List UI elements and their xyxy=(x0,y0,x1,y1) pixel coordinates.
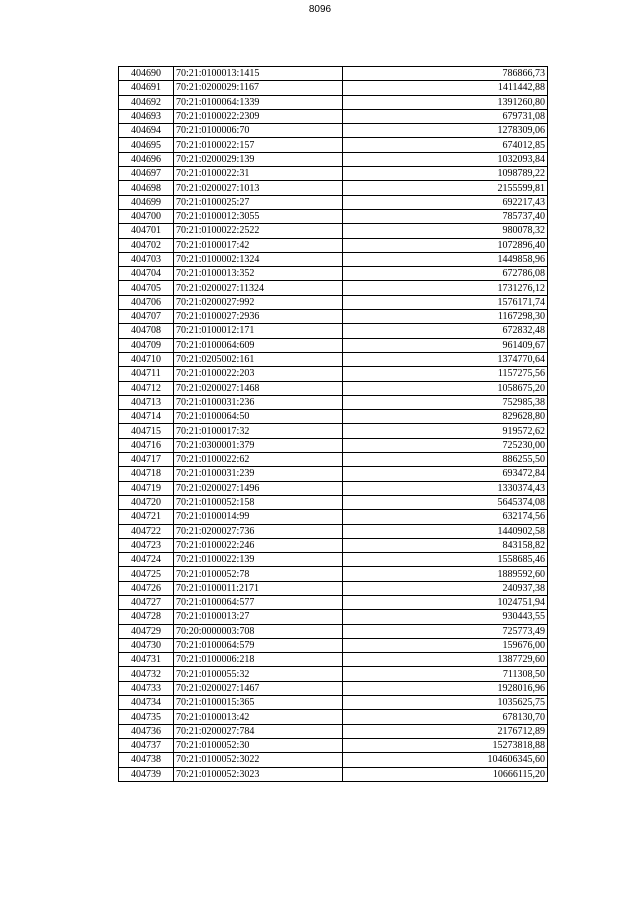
value-cell: 240937,38 xyxy=(343,581,548,595)
cadastral-number-cell: 70:21:0100014:99 xyxy=(174,510,343,524)
value-cell: 886255,50 xyxy=(343,453,548,467)
cadastral-number-cell: 70:21:0200027:736 xyxy=(174,524,343,538)
value-cell: 1167298,30 xyxy=(343,310,548,324)
table-row xyxy=(119,767,548,781)
table-row xyxy=(119,638,548,652)
table-row xyxy=(119,395,548,409)
cadastral-number-cell: 70:21:0200027:1467 xyxy=(174,681,343,695)
row-number-cell: 404738 xyxy=(119,753,174,767)
table-row xyxy=(119,438,548,452)
row-number-cell: 404726 xyxy=(119,581,174,595)
row-number-cell: 404718 xyxy=(119,467,174,481)
value-cell: 693472,84 xyxy=(343,467,548,481)
row-number-cell: 404729 xyxy=(119,624,174,638)
row-number-cell: 404728 xyxy=(119,610,174,624)
table-row xyxy=(119,495,548,509)
row-number-cell: 404708 xyxy=(119,324,174,338)
value-cell: 1072896,40 xyxy=(343,238,548,252)
cadastral-number-cell: 70:21:0100017:42 xyxy=(174,238,343,252)
row-number-cell: 404698 xyxy=(119,181,174,195)
row-number-cell: 404701 xyxy=(119,224,174,238)
row-number-cell: 404730 xyxy=(119,638,174,652)
value-cell: 1374770,64 xyxy=(343,352,548,366)
value-cell: 104606345,60 xyxy=(343,753,548,767)
value-cell: 679731,08 xyxy=(343,109,548,123)
table-row xyxy=(119,181,548,195)
table-row xyxy=(119,209,548,223)
row-number-cell: 404705 xyxy=(119,281,174,295)
value-cell: 1731276,12 xyxy=(343,281,548,295)
value-cell: 1576171,74 xyxy=(343,295,548,309)
row-number-cell: 404715 xyxy=(119,424,174,438)
row-number-cell: 404727 xyxy=(119,595,174,609)
table-row xyxy=(119,352,548,366)
table-row xyxy=(119,81,548,95)
cadastral-number-cell: 70:21:0100025:27 xyxy=(174,195,343,209)
value-cell: 678130,70 xyxy=(343,710,548,724)
row-number-cell: 404720 xyxy=(119,495,174,509)
cadastral-number-cell: 70:21:0100052:30 xyxy=(174,738,343,752)
row-number-cell: 404723 xyxy=(119,538,174,552)
value-cell: 1278309,06 xyxy=(343,124,548,138)
value-cell: 843158,82 xyxy=(343,538,548,552)
value-cell: 725773,49 xyxy=(343,624,548,638)
value-cell: 674012,85 xyxy=(343,138,548,152)
table-row xyxy=(119,124,548,138)
table-row xyxy=(119,367,548,381)
value-cell: 15273818,88 xyxy=(343,738,548,752)
table-row xyxy=(119,481,548,495)
row-number-cell: 404739 xyxy=(119,767,174,781)
table-row xyxy=(119,467,548,481)
cadastral-number-cell: 70:21:0200027:992 xyxy=(174,295,343,309)
row-number-cell: 404699 xyxy=(119,195,174,209)
value-cell: 1558685,46 xyxy=(343,553,548,567)
value-cell: 919572,62 xyxy=(343,424,548,438)
cadastral-number-cell: 70:21:0200027:784 xyxy=(174,724,343,738)
table-row xyxy=(119,724,548,738)
cadastral-number-cell: 70:21:0100064:579 xyxy=(174,638,343,652)
cadastral-number-cell: 70:21:0100052:78 xyxy=(174,567,343,581)
cadastral-number-cell: 70:21:0100055:32 xyxy=(174,667,343,681)
row-number-cell: 404719 xyxy=(119,481,174,495)
cadastral-number-cell: 70:20:0000003:708 xyxy=(174,624,343,638)
value-cell: 786866,73 xyxy=(343,67,548,81)
table-row xyxy=(119,195,548,209)
value-cell: 5645374,08 xyxy=(343,495,548,509)
cadastral-number-cell: 70:21:0100064:1339 xyxy=(174,95,343,109)
table-row xyxy=(119,681,548,695)
table-row xyxy=(119,224,548,238)
table-row xyxy=(119,95,548,109)
row-number-cell: 404724 xyxy=(119,553,174,567)
table-row xyxy=(119,581,548,595)
cadastral-number-cell: 70:21:0100011:2171 xyxy=(174,581,343,595)
table-row xyxy=(119,510,548,524)
cadastral-number-cell: 70:21:0100002:1324 xyxy=(174,252,343,266)
row-number-cell: 404713 xyxy=(119,395,174,409)
table-row xyxy=(119,338,548,352)
cadastral-number-cell: 70:21:0100064:609 xyxy=(174,338,343,352)
cadastral-number-cell: 70:21:0100015:365 xyxy=(174,696,343,710)
table-row xyxy=(119,424,548,438)
table-row xyxy=(119,138,548,152)
cadastral-number-cell: 70:21:0200027:1496 xyxy=(174,481,343,495)
cadastral-number-cell: 70:21:0100052:3022 xyxy=(174,753,343,767)
row-number-cell: 404693 xyxy=(119,109,174,123)
table-row xyxy=(119,524,548,538)
value-cell: 785737,40 xyxy=(343,209,548,223)
table-row xyxy=(119,653,548,667)
value-cell: 159676,00 xyxy=(343,638,548,652)
row-number-cell: 404732 xyxy=(119,667,174,681)
value-cell: 672786,08 xyxy=(343,267,548,281)
data-table xyxy=(118,66,548,782)
table-row xyxy=(119,324,548,338)
row-number-cell: 404712 xyxy=(119,381,174,395)
cadastral-number-cell: 70:21:0100031:236 xyxy=(174,395,343,409)
cadastral-number-cell: 70:21:0100013:352 xyxy=(174,267,343,281)
row-number-cell: 404736 xyxy=(119,724,174,738)
row-number-cell: 404690 xyxy=(119,67,174,81)
value-cell: 930443,55 xyxy=(343,610,548,624)
table-row xyxy=(119,295,548,309)
cadastral-number-cell: 70:21:0200027:1013 xyxy=(174,181,343,195)
table-row xyxy=(119,152,548,166)
value-cell: 1440902,58 xyxy=(343,524,548,538)
value-cell: 1032093,84 xyxy=(343,152,548,166)
value-cell: 1024751,94 xyxy=(343,595,548,609)
cadastral-number-cell: 70:21:0100027:2936 xyxy=(174,310,343,324)
row-number-cell: 404692 xyxy=(119,95,174,109)
row-number-cell: 404704 xyxy=(119,267,174,281)
row-number-cell: 404714 xyxy=(119,410,174,424)
table-row xyxy=(119,238,548,252)
cadastral-number-cell: 70:21:0100022:157 xyxy=(174,138,343,152)
cadastral-number-cell: 70:21:0100031:239 xyxy=(174,467,343,481)
value-cell: 1157275,56 xyxy=(343,367,548,381)
row-number-cell: 404706 xyxy=(119,295,174,309)
table-row xyxy=(119,738,548,752)
page-number: 8096 xyxy=(308,4,332,15)
row-number-cell: 404716 xyxy=(119,438,174,452)
cadastral-number-cell: 70:21:0100022:2309 xyxy=(174,109,343,123)
table-row xyxy=(119,553,548,567)
row-number-cell: 404711 xyxy=(119,367,174,381)
value-cell: 1449858,96 xyxy=(343,252,548,266)
cadastral-number-cell: 70:21:0100022:203 xyxy=(174,367,343,381)
cadastral-number-cell: 70:21:0200029:139 xyxy=(174,152,343,166)
table-row xyxy=(119,753,548,767)
value-cell: 1058675,20 xyxy=(343,381,548,395)
value-cell: 980078,32 xyxy=(343,224,548,238)
value-cell: 2176712,89 xyxy=(343,724,548,738)
row-number-cell: 404691 xyxy=(119,81,174,95)
cadastral-number-cell: 70:21:0200027:11324 xyxy=(174,281,343,295)
cadastral-number-cell: 70:21:0205002:161 xyxy=(174,352,343,366)
row-number-cell: 404735 xyxy=(119,710,174,724)
row-number-cell: 404709 xyxy=(119,338,174,352)
table-row xyxy=(119,67,548,81)
table-row xyxy=(119,624,548,638)
row-number-cell: 404717 xyxy=(119,453,174,467)
cadastral-number-cell: 70:21:0100022:31 xyxy=(174,167,343,181)
value-cell: 829628,80 xyxy=(343,410,548,424)
row-number-cell: 404695 xyxy=(119,138,174,152)
value-cell: 2155599,81 xyxy=(343,181,548,195)
row-number-cell: 404696 xyxy=(119,152,174,166)
cadastral-number-cell: 70:21:0100064:50 xyxy=(174,410,343,424)
table-row xyxy=(119,595,548,609)
table-row xyxy=(119,453,548,467)
row-number-cell: 404697 xyxy=(119,167,174,181)
row-number-cell: 404710 xyxy=(119,352,174,366)
cadastral-number-cell: 70:21:0100012:171 xyxy=(174,324,343,338)
row-number-cell: 404733 xyxy=(119,681,174,695)
table-row xyxy=(119,538,548,552)
value-cell: 961409,67 xyxy=(343,338,548,352)
value-cell: 1889592,60 xyxy=(343,567,548,581)
table-row xyxy=(119,667,548,681)
table-row xyxy=(119,167,548,181)
row-number-cell: 404694 xyxy=(119,124,174,138)
value-cell: 672832,48 xyxy=(343,324,548,338)
table-row xyxy=(119,109,548,123)
table-row xyxy=(119,252,548,266)
row-number-cell: 404737 xyxy=(119,738,174,752)
cadastral-number-cell: 70:21:0200029:1167 xyxy=(174,81,343,95)
cadastral-number-cell: 70:21:0100052:3023 xyxy=(174,767,343,781)
value-cell: 1391260,80 xyxy=(343,95,548,109)
row-number-cell: 404722 xyxy=(119,524,174,538)
row-number-cell: 404725 xyxy=(119,567,174,581)
cadastral-number-cell: 70:21:0300001:379 xyxy=(174,438,343,452)
table-row xyxy=(119,710,548,724)
cadastral-number-cell: 70:21:0100006:218 xyxy=(174,653,343,667)
value-cell: 752985,38 xyxy=(343,395,548,409)
row-number-cell: 404734 xyxy=(119,696,174,710)
value-cell: 10666115,20 xyxy=(343,767,548,781)
table-row xyxy=(119,696,548,710)
cadastral-number-cell: 70:21:0100052:158 xyxy=(174,495,343,509)
cadastral-number-cell: 70:21:0100013:27 xyxy=(174,610,343,624)
cadastral-number-cell: 70:21:0100017:32 xyxy=(174,424,343,438)
cadastral-number-cell: 70:21:0100006:70 xyxy=(174,124,343,138)
row-number-cell: 404703 xyxy=(119,252,174,266)
cadastral-number-cell: 70:21:0100064:577 xyxy=(174,595,343,609)
row-number-cell: 404700 xyxy=(119,209,174,223)
value-cell: 1330374,43 xyxy=(343,481,548,495)
row-number-cell: 404731 xyxy=(119,653,174,667)
table-row xyxy=(119,610,548,624)
row-number-cell: 404702 xyxy=(119,238,174,252)
table-body xyxy=(119,67,548,782)
row-number-cell: 404707 xyxy=(119,310,174,324)
table-row xyxy=(119,381,548,395)
cadastral-number-cell: 70:21:0100012:3055 xyxy=(174,209,343,223)
cadastral-number-cell: 70:21:0100022:139 xyxy=(174,553,343,567)
row-number-cell: 404721 xyxy=(119,510,174,524)
value-cell: 1098789,22 xyxy=(343,167,548,181)
table-row xyxy=(119,281,548,295)
value-cell: 632174,56 xyxy=(343,510,548,524)
cadastral-number-cell: 70:21:0100022:246 xyxy=(174,538,343,552)
value-cell: 711308,50 xyxy=(343,667,548,681)
cadastral-number-cell: 70:21:0200027:1468 xyxy=(174,381,343,395)
value-cell: 1928016,96 xyxy=(343,681,548,695)
value-cell: 1035625,75 xyxy=(343,696,548,710)
cadastral-number-cell: 70:21:0100022:62 xyxy=(174,453,343,467)
value-cell: 1411442,88 xyxy=(343,81,548,95)
table-row xyxy=(119,410,548,424)
value-cell: 692217,43 xyxy=(343,195,548,209)
table-row xyxy=(119,567,548,581)
value-cell: 725230,00 xyxy=(343,438,548,452)
value-cell: 1387729,60 xyxy=(343,653,548,667)
table-row xyxy=(119,310,548,324)
cadastral-number-cell: 70:21:0100013:42 xyxy=(174,710,343,724)
cadastral-number-cell: 70:21:0100022:2522 xyxy=(174,224,343,238)
table-row xyxy=(119,267,548,281)
cadastral-number-cell: 70:21:0100013:1415 xyxy=(174,67,343,81)
